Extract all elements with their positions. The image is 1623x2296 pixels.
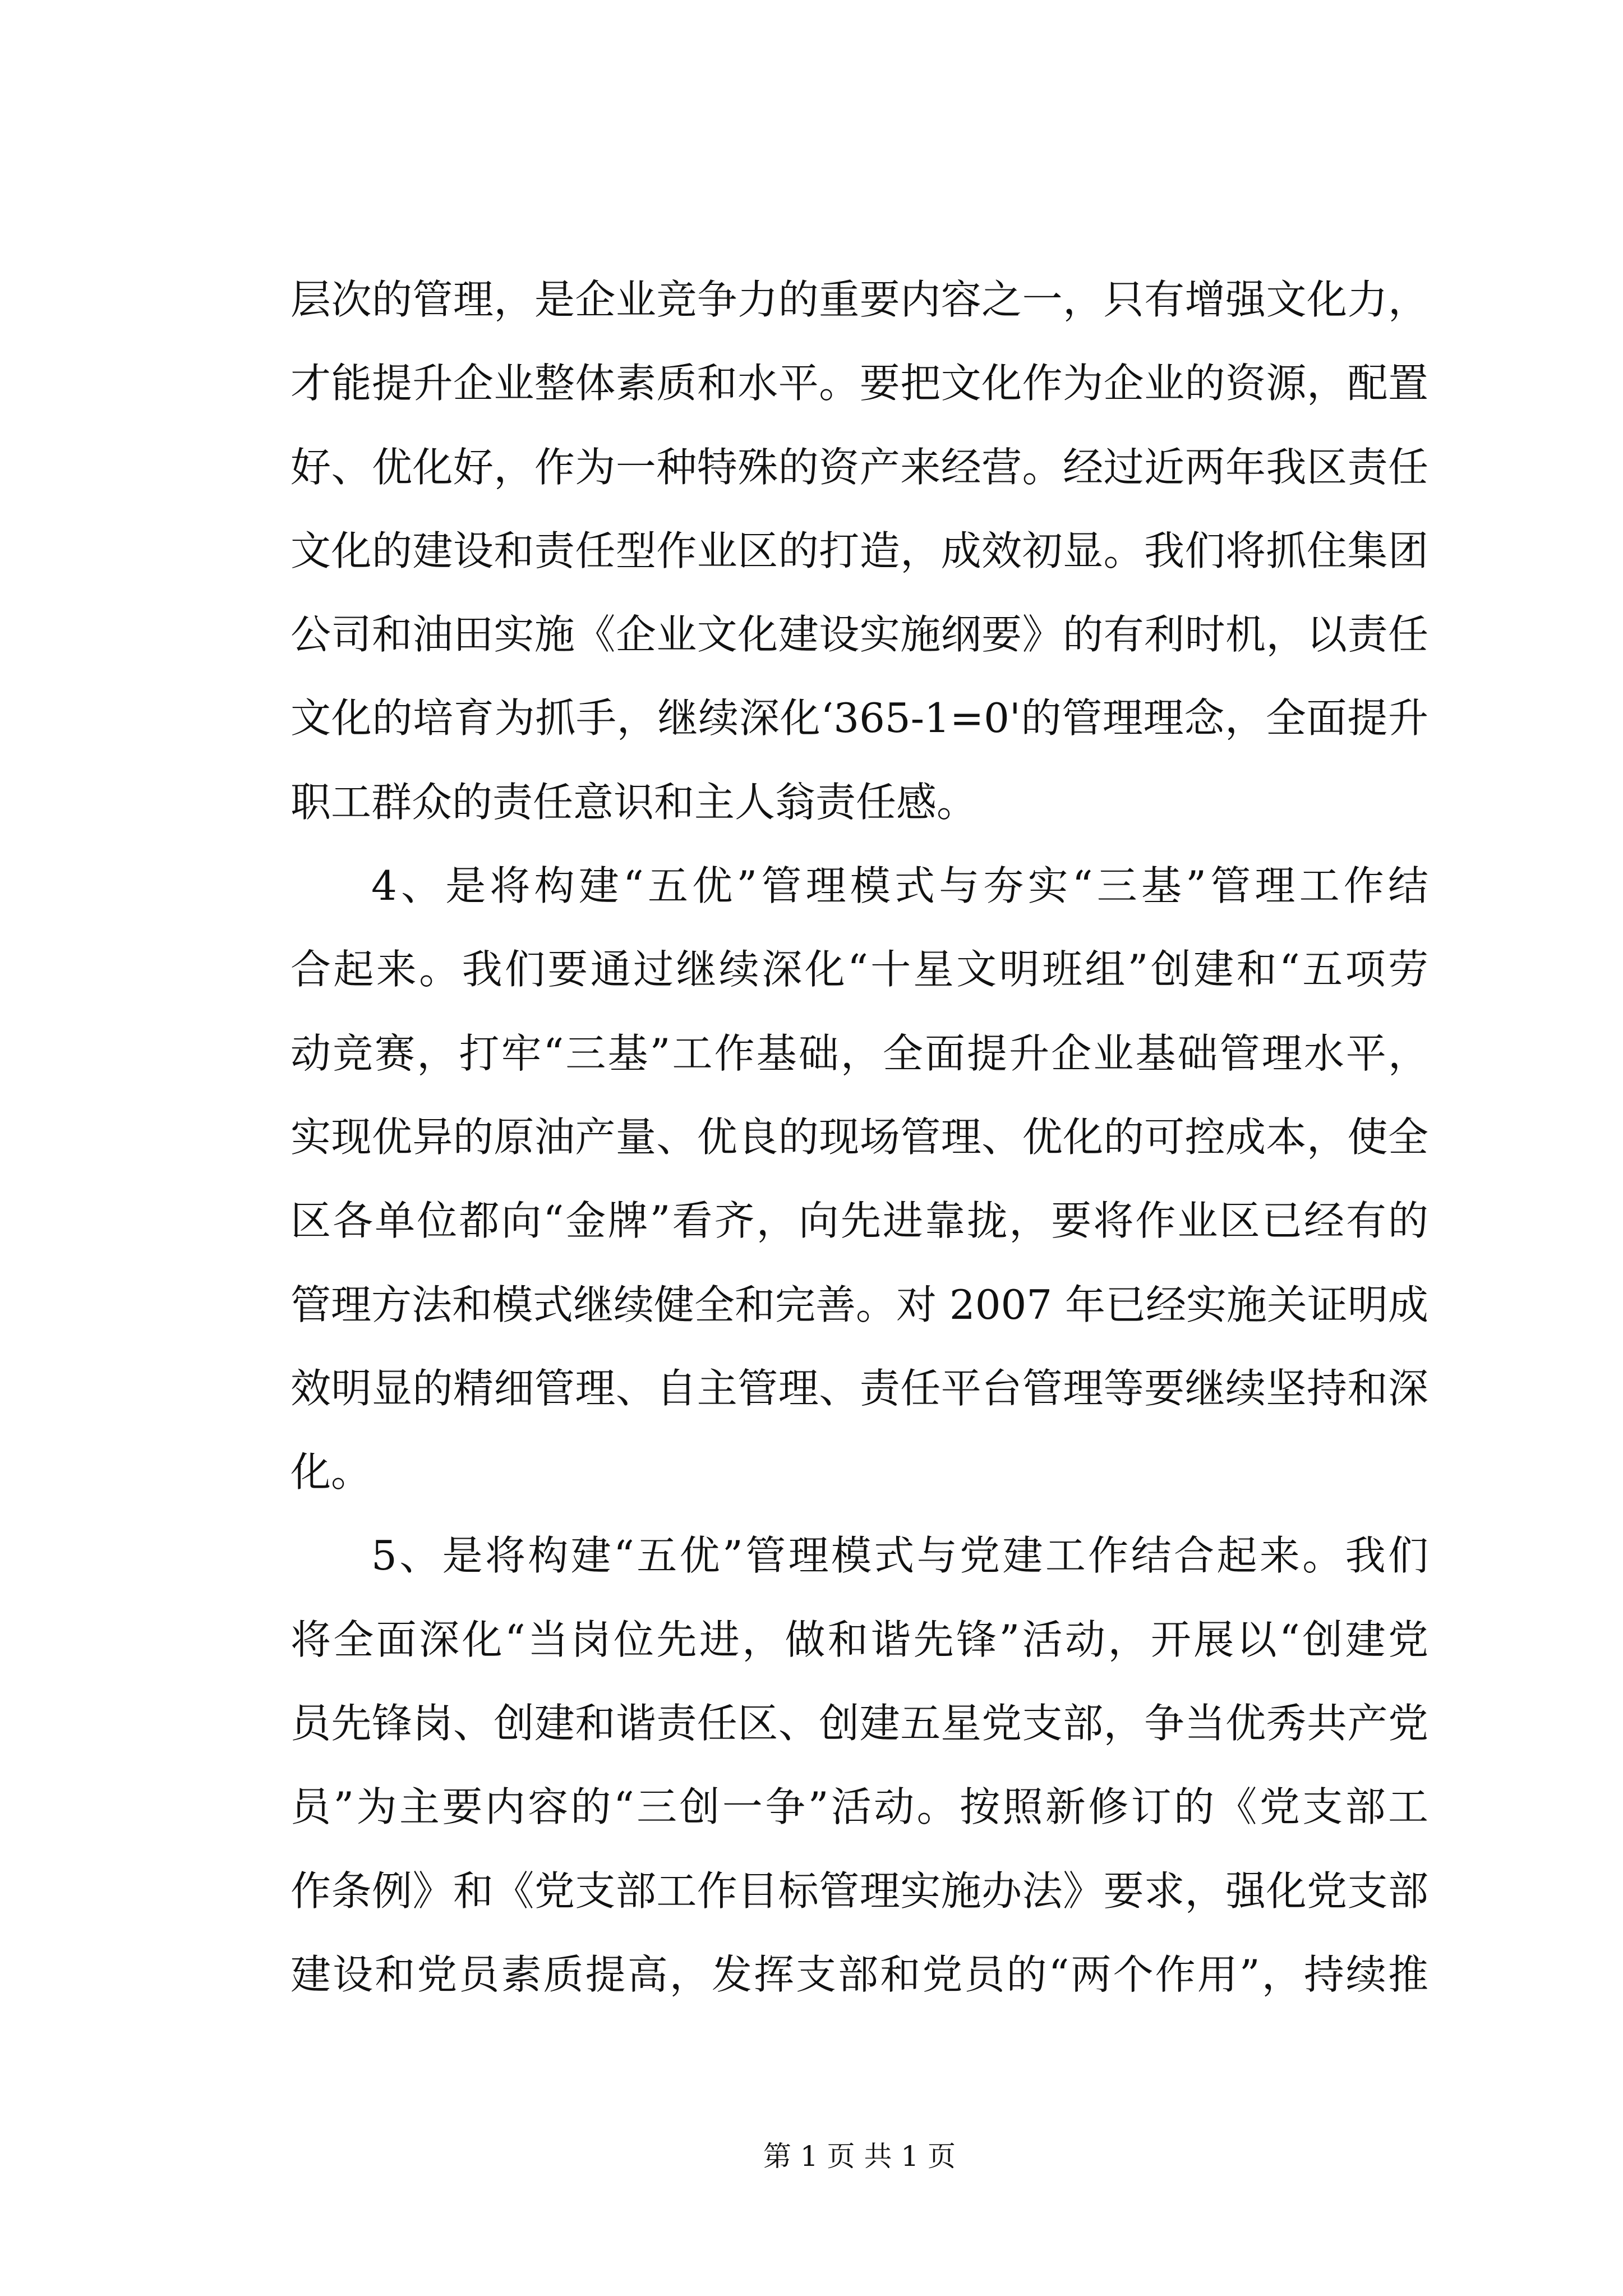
page-number-footer: 第 1 页 共 1 页: [763, 2140, 956, 2173]
text-line: 将全面深化“当岗位先进，做和谐先锋”活动，开展以“创建党: [291, 1616, 1428, 1663]
text-line: 建设和党员素质提高，发挥支部和党员的“两个作用”，持续推: [291, 1950, 1428, 1998]
text-line: 4、是将构建“五优”管理模式与夯实“三基”管理工作结: [371, 862, 1428, 910]
text-line: 层次的管理，是企业竞争力的重要内容之一，只有增强文化力，: [291, 276, 1428, 323]
text-line: 合起来。我们要通过继续深化“十星文明班组”创建和“五项劳: [291, 946, 1428, 993]
text-line: 才能提升企业整体素质和水平。要把文化作为企业的资源，配置: [291, 360, 1428, 407]
text-line: 效明显的精细管理、自主管理、责任平台管理等要继续坚持和深: [291, 1364, 1428, 1412]
text-line: 员先锋岗、创建和谐责任区、创建五星党支部，争当优秀共产党: [291, 1700, 1428, 1747]
text-line: 职工群众的责任意识和主人翁责任感。: [291, 778, 978, 826]
text-line: 员”为主要内容的“三创一争”活动。按照新修订的《党支部工: [291, 1783, 1428, 1831]
paragraph-item-4: [291, 844, 1428, 1514]
document-body: [291, 258, 1428, 2017]
text-line: 实现优异的原油产量、优良的现场管理、优化的可控成本，使全: [291, 1113, 1428, 1161]
text-line: 动竞赛，打牢“三基”工作基础，全面提升企业基础管理水平，: [291, 1029, 1428, 1077]
text-line: 文化的培育为抓手，继续深化‘365-1=0'的管理理念，全面提升: [291, 694, 1428, 742]
text-line: 化。: [291, 1448, 372, 1496]
text-line: 公司和油田实施《企业文化建设实施纲要》的有利时机，以责任: [291, 611, 1428, 659]
paragraph-culture: [291, 258, 1428, 844]
paragraph-item-5: [291, 1514, 1428, 2017]
text-line: 作条例》和《党支部工作目标管理实施办法》要求，强化党支部: [291, 1867, 1428, 1915]
text-line: 文化的建设和责任型作业区的打造，成效初显。我们将抓住集团: [291, 527, 1428, 574]
text-line: 好、优化好，作为一种特殊的资产来经营。经过近两年我区责任: [291, 443, 1428, 491]
text-line: 管理方法和模式继续健全和完善。对 2007 年已经实施关证明成: [291, 1281, 1428, 1328]
text-line: 5、是将构建“五优”管理模式与党建工作结合起来。我们: [371, 1532, 1428, 1580]
text-line: 区各单位都向“金牌”看齐，向先进靠拢，要将作业区已经有的: [291, 1197, 1428, 1245]
